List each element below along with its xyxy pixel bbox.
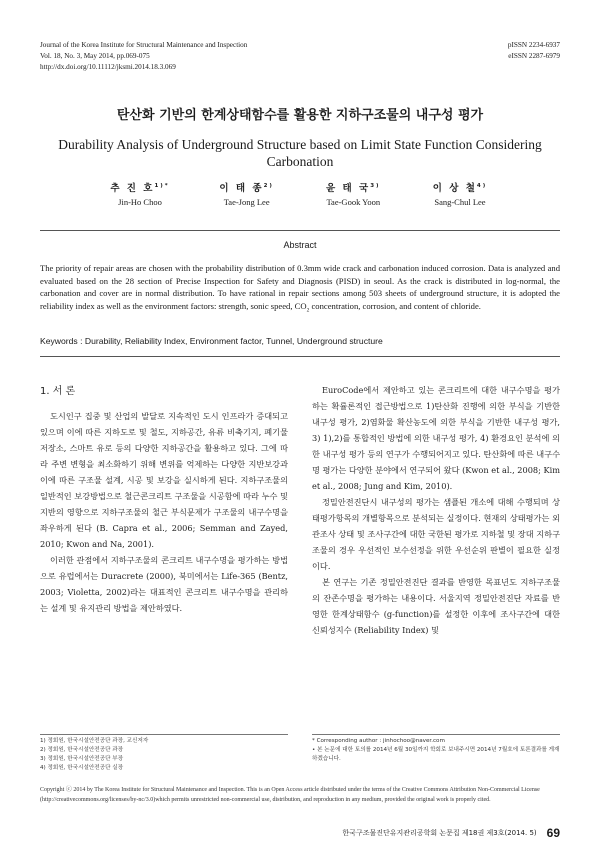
author-4-ko: 이 상 철 (432, 183, 477, 194)
paragraph: 본 연구는 기존 정밀안전진단 결과를 반영한 목표년도 지하구조물의 잔존수명을 평가하는 내용이다. 서울지역 정밀안전진단 자료를 반영한 한계상태함수 (g-function)를 설정한 이후에 조사구간에 대한 신뢰성지수 (Reliability Index) 및 (312, 577, 560, 635)
footnotes-correspondence (312, 737, 560, 764)
author-2-ko: 이 태 종 (219, 183, 264, 194)
author-1-sup: 1)* (154, 182, 170, 189)
author-4-en: Sang-Chul Lee (434, 197, 486, 207)
title-english: Durability Analysis of Underground Structure based on Limit State Function Considering Carbonation (58, 137, 542, 169)
footer-journal: 한국구조물진단유지관리공학회 논문집 제18권 제3호(2014. 5) (342, 829, 537, 837)
author-1 (90, 180, 190, 207)
abstract-bottom-rule (40, 356, 560, 357)
keywords: Keywords : Durability, Reliability Index, Environment factor, Tunnel, Underground structure (40, 336, 383, 346)
abstract-text-part2: concentration, corrosion, and content of chloride. (309, 300, 481, 311)
co2-subscript: 2 (306, 307, 310, 314)
corresponding-author: * Corresponding author : jinhochoo@naver.com (312, 738, 445, 744)
page-number: 69 (546, 826, 560, 840)
footnote: 2) 정회원, 한국시설안전공단 과장 (40, 747, 124, 753)
abstract-top-rule (40, 230, 560, 231)
section-heading-intro: 1. 서 론 (40, 386, 76, 397)
paragraph: 이러한 관점에서 지하구조물의 콘크리트 내구수명을 평가하는 방법으로 유럽에서는 Duracrete (2000), 북미에서는 Life-365 (Bentz, 2003; Violetta, 2002)라는 대표적인 콘크리트 내구수명을 관리하는 설계 및 유지관리 방법을 제안하였다. (40, 555, 288, 613)
abstract-heading: Abstract (283, 240, 317, 250)
pissn: pISSN 2234-6937 (507, 41, 560, 49)
author-list (90, 180, 510, 207)
footnote: 4) 정회원, 한국시설안전공단 실장 (40, 765, 124, 771)
author-2-sup: 2) (263, 182, 274, 189)
title-korean: 탄산화 기반의 한계상태함수를 활용한 지하구조물의 내구성 평가 (116, 108, 484, 123)
author-3 (303, 180, 403, 207)
author-1-ko: 추 진 호 (110, 183, 155, 194)
footnotes-affiliations (40, 737, 288, 773)
paragraph: 도시인구 집중 및 산업의 발달로 지속적인 도시 인프라가 증대되고 있으며 이에 따른 지하도로 및 철도, 지하공간, 유류 비축기지, 폐기물 저장소, 스마트 유로 등의 다양한 지하공간을 활용하고 있다. 그에 따라 주변 변형을 최소화하기 위해 변위를 억제하는 다양한 지반보강과 이에 따른 구조물 설계, 시공 및 보강을 실시하게 된다. 지하구조물의 일반적인 보강방법으로 철근콘크리트 구조물을 시공함에 따라 누수 및 지반의 영향으로 지하구조물의 철근 부식문제가 구조물의 내구수명을 좌우하게 된다 (B. Capra et al., 2006; Semman and Zayed, 2010; Kwon and Na, 2001). (40, 411, 288, 549)
issn-block (508, 40, 560, 62)
footnote: 1) 정회원, 한국시설안전공단 과장, 교신저자 (40, 738, 149, 744)
author-4-sup: 4) (476, 182, 488, 189)
copyright-notice: Copyright ⓒ 2014 by The Korea Institute for Structural Maintenance and Inspection. This is an Open Access article distributed under the terms of the Creative Commons Attribution Non-Commercial License (http://creativecommons.org/licenses/by-nc/3.0)which permits unrestricted non-commercial use, distribution, and reproduction in any medium, provided the original work is properly cited. (40, 787, 540, 803)
journal-volume: Vol. 18, No. 3, May 2014, pp.069-075 (40, 52, 150, 60)
body-column-right (312, 382, 560, 638)
journal-name: Journal of the Korea Institute for Structural Maintenance and Inspection (40, 41, 248, 49)
author-3-ko: 윤 태 국 (326, 183, 371, 194)
abstract-text-part1: The priority of repair areas are chosen with the probability distribution of 0.3mm wide crack and carbonation induced corrosion. Data is analyzed and evaluated based on the 28 section of Precise Inspection for Safety and Diagnosis (PISD) in seoul. As the crack is distributed in log-normal, the carbonation and cover are in normal distribution. To have rational in repair sections among 503 sheets of underground structure, it is adopted the reliability index as well as the environment factors: strength, sonic speed, CO (40, 263, 560, 311)
eissn: eISSN 2287-6979 (508, 52, 560, 60)
abstract-text (40, 262, 560, 317)
author-3-en: Tae-Gook Yoon (326, 197, 381, 207)
author-4 (410, 180, 510, 207)
footnote: 3) 정회원, 한국시설안전공단 부장 (40, 756, 124, 762)
doi-link[interactable]: http://dx.doi.org/10.11112/jksmi.2014.18.3.069 (40, 63, 176, 71)
author-2-en: Tae-Jong Lee (223, 197, 270, 207)
footnote-rule-right (312, 734, 560, 735)
author-2 (197, 180, 297, 207)
body-column-left (40, 408, 288, 616)
author-1-en: Jin-Ho Choo (118, 197, 162, 207)
discussion-note: • 본 논문에 대한 토의를 2014년 6월 30일까지 학회로 보내주시면 2014년 7월호에 토론결과를 게재하겠습니다. (312, 747, 560, 762)
footnote-rule-left (40, 734, 288, 735)
paragraph: 정밀안전진단시 내구성의 평가는 샘플된 개소에 대해 수행되며 상태평가항목의 개별항목으로 분석되는 실정이다. 현재의 상태평가는 외관조사 상태 및 조사구간에 대한 국한된 평가로 지하철 및 장대 지하구조물의 경우 우선적인 보수선정을 위한 우선순위 판별이 필요한 실정이다. (312, 497, 560, 571)
journal-header (40, 40, 247, 73)
paragraph: EuroCode에서 제안하고 있는 콘크리트에 대한 내구수명을 평가하는 확률론적인 접근방법으로 1)탄산화 진행에 의한 부식을 기반한 내구성 평가, 2)염화물 확산농도에 의한 부식을 기반한 내구성 평가, 3) 1),2)를 통합적인 방법에 의한 내구성 평가, 4) 환경요인 분석에 의한 내구성 평가 등의 연구가 수행되어지고 있다. 탄산화에 따른 내구수명 평가는 다양한 분야에서 연구되어 왔다 (Kwon et al., 2008; Kim et al., 2008; Jung and Kim, 2010). (312, 385, 560, 491)
author-3-sup: 3) (370, 182, 381, 189)
page-footer (342, 826, 560, 840)
